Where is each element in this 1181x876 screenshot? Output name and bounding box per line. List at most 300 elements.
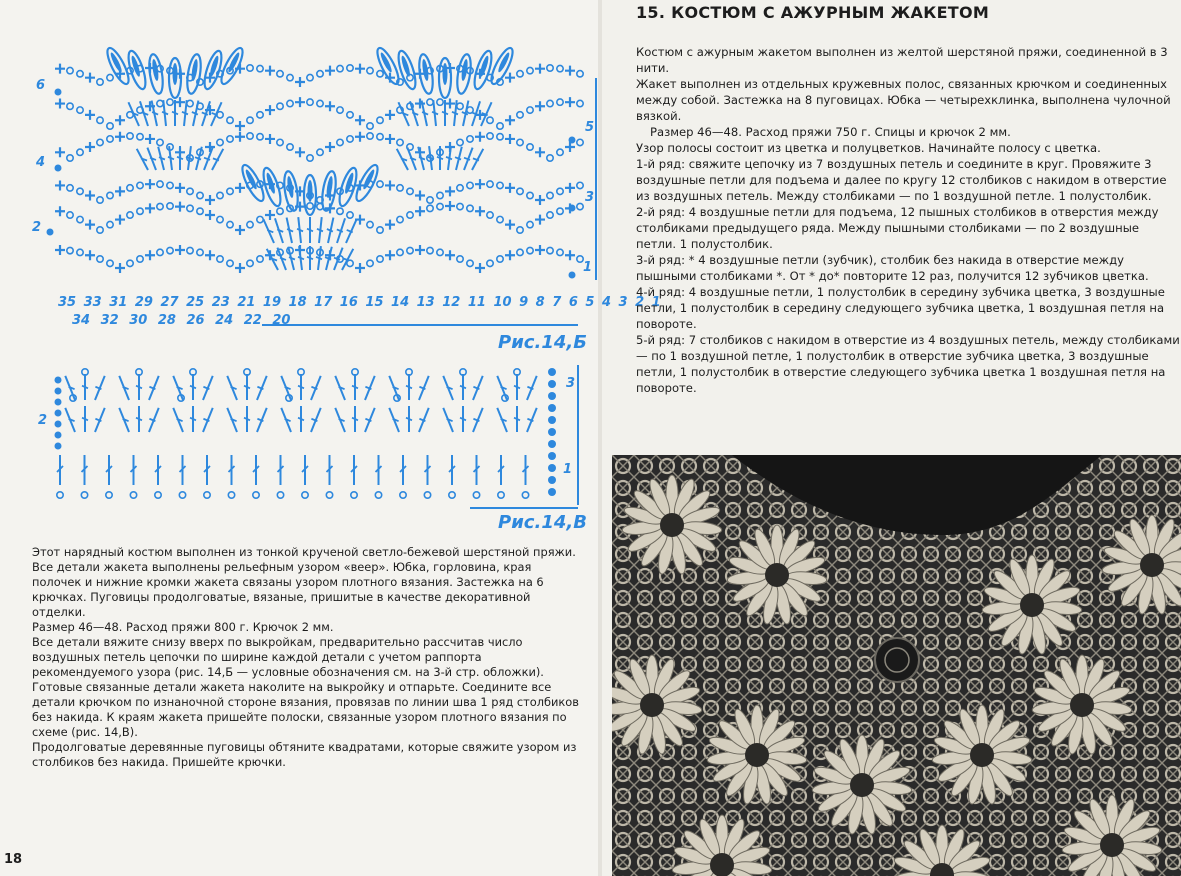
chain-stitch bbox=[427, 205, 433, 211]
chain-stitch bbox=[107, 123, 113, 129]
button-icon bbox=[875, 638, 919, 682]
slip-stitch bbox=[548, 368, 556, 376]
double-crochet-bar bbox=[446, 157, 452, 159]
chain-stitch bbox=[517, 139, 523, 145]
slip-stitch bbox=[55, 165, 62, 172]
slip-stitch bbox=[548, 404, 556, 412]
chain-stitch bbox=[427, 99, 433, 105]
double-crochet-bar bbox=[307, 229, 313, 232]
chain-stitch bbox=[407, 188, 413, 194]
single-crochet bbox=[505, 73, 515, 83]
double-crochet-bar bbox=[437, 157, 443, 159]
chain-stitch bbox=[107, 221, 113, 227]
chain-stitch bbox=[457, 203, 463, 209]
slip-stitch bbox=[55, 388, 62, 395]
single-crochet bbox=[85, 190, 95, 200]
chain-stitch bbox=[155, 492, 161, 498]
chain-stitch bbox=[317, 100, 323, 106]
chain-stitch bbox=[577, 182, 583, 188]
chain-stitch bbox=[547, 212, 553, 218]
chain-stitch bbox=[337, 107, 343, 113]
puff-stitch-fill bbox=[443, 63, 448, 85]
chain-stitch bbox=[77, 188, 83, 194]
single-crochet bbox=[355, 263, 365, 273]
chain-stitch bbox=[277, 208, 283, 214]
chain-stitch bbox=[253, 492, 259, 498]
single-crochet bbox=[565, 142, 575, 152]
single-crochet bbox=[175, 183, 185, 193]
single-crochet bbox=[55, 147, 65, 157]
chain-stitch bbox=[317, 71, 323, 77]
lace-flower-center bbox=[1070, 693, 1094, 717]
chain-stitch bbox=[97, 227, 103, 233]
chain-stitch bbox=[302, 492, 308, 498]
chain-stitch bbox=[67, 247, 73, 253]
double-crochet-bar bbox=[298, 386, 304, 389]
chain-stitch bbox=[227, 221, 233, 227]
lace-flower-center bbox=[970, 743, 994, 767]
chain-stitch bbox=[187, 188, 193, 194]
right-body-text bbox=[636, 44, 1181, 396]
row-number-2: 2 bbox=[32, 220, 42, 235]
chain-stitch bbox=[522, 492, 528, 498]
chain-stitch bbox=[257, 256, 263, 262]
chain-stitch bbox=[347, 65, 353, 71]
chain-stitch bbox=[497, 123, 503, 129]
double-crochet-bar bbox=[152, 112, 158, 115]
single-crochet bbox=[505, 183, 515, 193]
single-crochet bbox=[505, 115, 515, 125]
chain-stitch bbox=[397, 139, 403, 145]
chain-stitch bbox=[257, 134, 263, 140]
diagram-14v bbox=[55, 365, 579, 508]
paragraph: Жакет выполнен из отдельных кружевных полос, связанных крючком и соединенных между собой. Застежка на 8 пуговицах. Юбка — четырехклинка, выполнена чулочной вязкой. bbox=[636, 77, 1171, 123]
slip-stitch bbox=[55, 432, 62, 439]
chain-stitch bbox=[397, 249, 403, 255]
single-crochet bbox=[505, 220, 515, 230]
single-crochet bbox=[325, 142, 335, 152]
chain-stitch bbox=[167, 99, 173, 105]
single-crochet bbox=[265, 66, 275, 76]
single-crochet bbox=[385, 220, 395, 230]
chain-stitch bbox=[547, 247, 553, 253]
single-crochet bbox=[535, 101, 545, 111]
chain-stitch bbox=[375, 492, 381, 498]
chain-stitch bbox=[397, 216, 403, 222]
chain-stitch bbox=[424, 492, 430, 498]
double-crochet-bar bbox=[182, 112, 188, 115]
chain-stitch bbox=[307, 203, 313, 209]
chain-stitch bbox=[67, 185, 73, 191]
slip-stitch bbox=[55, 399, 62, 406]
double-crochet-bar bbox=[159, 157, 165, 159]
double-crochet-bar bbox=[352, 386, 358, 389]
chain-stitch bbox=[497, 182, 503, 188]
single-crochet bbox=[445, 186, 455, 196]
single-crochet bbox=[115, 115, 125, 125]
chain-stitch bbox=[137, 134, 143, 140]
chain-stitch bbox=[67, 103, 73, 109]
chain-stitch bbox=[517, 227, 523, 233]
single-crochet bbox=[385, 134, 395, 144]
lace-texture bbox=[612, 455, 1181, 876]
chain-stitch bbox=[497, 256, 503, 262]
slip-stitch bbox=[47, 229, 54, 236]
chain-stitch bbox=[67, 67, 73, 73]
chain-stitch bbox=[557, 249, 563, 255]
single-crochet bbox=[565, 66, 575, 76]
chain-stitch bbox=[437, 203, 443, 209]
chain-stitch bbox=[77, 149, 83, 155]
chain-stitch bbox=[167, 247, 173, 253]
single-crochet bbox=[85, 250, 95, 260]
double-crochet-bar bbox=[307, 257, 313, 259]
chain-stitch bbox=[377, 134, 383, 140]
chain-stitch bbox=[577, 71, 583, 77]
chain-stitch bbox=[367, 133, 373, 139]
double-crochet-bar bbox=[136, 418, 142, 421]
single-crochet bbox=[565, 97, 575, 107]
paragraph: Готовые связанные детали жакета наколите на выкройку и отпарьте. Соедините все детали крючком по изнаночной стороне вязания, провязав по линии шва 1 ряд столбиков без накида. К краям жакета пришейте полоски, связанные узором плотного вязания по схеме (рис. 14,В). bbox=[32, 680, 579, 739]
chain-stitch bbox=[197, 192, 203, 198]
slip-stitch bbox=[569, 137, 576, 144]
puff-stitch-fill bbox=[308, 180, 313, 202]
chain-stitch bbox=[497, 216, 503, 222]
slip-stitch bbox=[55, 410, 62, 417]
chain-stitch bbox=[347, 136, 353, 142]
chain-stitch bbox=[167, 182, 173, 188]
double-crochet-bar bbox=[177, 157, 183, 159]
single-crochet bbox=[535, 215, 545, 225]
chain-stitch bbox=[107, 260, 113, 266]
chain-stitch bbox=[557, 188, 563, 194]
chain-stitch bbox=[467, 205, 473, 211]
chain-stitch bbox=[227, 136, 233, 142]
single-crochet bbox=[535, 245, 545, 255]
double-crochet-bar bbox=[244, 418, 250, 421]
single-crochet bbox=[145, 203, 155, 213]
chain-stitch bbox=[498, 492, 504, 498]
double-crochet-bar bbox=[298, 418, 304, 421]
double-crochet-bar bbox=[452, 112, 458, 115]
chain-stitch bbox=[97, 256, 103, 262]
chain-stitch bbox=[527, 107, 533, 113]
chain-stitch bbox=[467, 136, 473, 142]
double-crochet-bar bbox=[419, 157, 425, 159]
double-crochet-bar bbox=[327, 229, 333, 232]
chain-stitch bbox=[407, 247, 413, 253]
row-number-1: 1 bbox=[583, 260, 593, 275]
chain-stitch bbox=[367, 221, 373, 227]
single-crochet bbox=[355, 132, 365, 142]
double-crochet-bar bbox=[190, 418, 196, 421]
single-crochet bbox=[145, 250, 155, 260]
chain-stitch bbox=[167, 203, 173, 209]
chain-stitch bbox=[547, 192, 553, 198]
chain-stitch bbox=[487, 117, 493, 123]
chain-stitch bbox=[307, 99, 313, 105]
chain-stitch bbox=[326, 492, 332, 498]
chain-stitch bbox=[287, 100, 293, 106]
single-crochet bbox=[115, 263, 125, 273]
single-crochet bbox=[445, 201, 455, 211]
chain-stitch bbox=[547, 155, 553, 161]
lace-flower-center bbox=[745, 743, 769, 767]
single-crochet bbox=[115, 215, 125, 225]
chain-stitch bbox=[137, 182, 143, 188]
double-crochet-bar bbox=[287, 229, 293, 232]
chain-stitch bbox=[157, 100, 163, 106]
chain-stitch bbox=[557, 99, 563, 105]
chain-stitch bbox=[377, 227, 383, 233]
stitch-numbers-top: 35 33 31 29 27 25 23 21 19 18 17 16 15 14 13 12 11 10 9 8 7 6 5 4 3 2 1 bbox=[58, 295, 661, 310]
chain-stitch bbox=[557, 149, 563, 155]
single-crochet bbox=[325, 66, 335, 76]
slip-stitch bbox=[548, 440, 556, 448]
chain-stitch bbox=[97, 197, 103, 203]
double-crochet-bar bbox=[412, 112, 418, 114]
chain-stitch bbox=[247, 221, 253, 227]
chain-stitch bbox=[197, 249, 203, 255]
single-crochet bbox=[145, 179, 155, 189]
chain-stitch bbox=[527, 247, 533, 253]
double-crochet-bar bbox=[162, 112, 168, 115]
chain-stitch bbox=[377, 256, 383, 262]
chain-stitch bbox=[307, 74, 313, 80]
chain-stitch bbox=[457, 185, 463, 191]
chain-stitch bbox=[577, 100, 583, 106]
lace-flower-center bbox=[1140, 553, 1164, 577]
chain-stitch bbox=[247, 133, 253, 139]
chain-stitch bbox=[347, 112, 353, 118]
chain-stitch bbox=[337, 139, 343, 145]
double-crochet-bar bbox=[352, 418, 358, 421]
double-crochet-bar bbox=[142, 112, 148, 114]
crochet-diagram bbox=[0, 0, 600, 540]
lace-flower-center bbox=[710, 853, 734, 876]
chain-stitch bbox=[487, 133, 493, 139]
single-crochet bbox=[235, 121, 245, 131]
chain-stitch bbox=[347, 212, 353, 218]
chain-stitch bbox=[127, 185, 133, 191]
chain-stitch bbox=[527, 67, 533, 73]
single-crochet bbox=[565, 250, 575, 260]
chain-stitch bbox=[257, 216, 263, 222]
double-crochet-bar bbox=[82, 418, 88, 421]
single-crochet bbox=[115, 186, 125, 196]
chain-stitch bbox=[217, 139, 223, 145]
single-crochet bbox=[55, 180, 65, 190]
single-crochet bbox=[235, 263, 245, 273]
page-number: 18 bbox=[4, 852, 23, 867]
chain-stitch bbox=[457, 103, 463, 109]
single-crochet bbox=[475, 206, 485, 216]
double-crochet-bar bbox=[460, 418, 466, 421]
chain-stitch bbox=[577, 203, 583, 209]
single-crochet bbox=[85, 220, 95, 230]
chain-stitch bbox=[287, 144, 293, 150]
single-crochet bbox=[205, 250, 215, 260]
single-crochet bbox=[175, 202, 185, 212]
chain-stitch bbox=[67, 155, 73, 161]
single-crochet bbox=[205, 142, 215, 152]
slip-stitch bbox=[548, 476, 556, 484]
chain-stitch bbox=[317, 149, 323, 155]
double-crochet-bar bbox=[190, 386, 196, 389]
row-v-number-2: 2 bbox=[38, 413, 48, 428]
double-crochet-bar bbox=[514, 418, 520, 421]
chain-stitch bbox=[77, 216, 83, 222]
single-crochet bbox=[325, 101, 335, 111]
puff-stitch-fill bbox=[497, 51, 511, 73]
double-crochet-bar bbox=[280, 258, 286, 260]
chain-stitch bbox=[227, 188, 233, 194]
single-crochet bbox=[265, 210, 275, 220]
chain-stitch bbox=[247, 65, 253, 71]
chain-stitch bbox=[527, 192, 533, 198]
chain-stitch bbox=[157, 139, 163, 145]
paragraph: 4-й ряд: 4 воздушные петли, 1 полустолбик в середину зубчика цветка, 3 воздушные петли, 1 полустолбик в середину следующего зубчика цветка, 1 воздушная петля на повороте. bbox=[636, 285, 1165, 331]
chain-stitch bbox=[427, 197, 433, 203]
single-crochet bbox=[235, 132, 245, 142]
single-crochet bbox=[355, 64, 365, 74]
article-heading: 15. КОСТЮМ С АЖУРНЫМ ЖАКЕТОМ bbox=[636, 3, 990, 22]
figure-14v-caption: Рис.14,В bbox=[498, 512, 587, 533]
single-crochet bbox=[415, 245, 425, 255]
double-crochet-bar bbox=[277, 229, 283, 231]
chain-stitch bbox=[367, 67, 373, 73]
slip-stitch bbox=[548, 488, 556, 496]
chain-stitch bbox=[527, 144, 533, 150]
lace-flower-center bbox=[1020, 593, 1044, 617]
single-crochet bbox=[115, 132, 125, 142]
chain-stitch bbox=[397, 185, 403, 191]
chain-stitch bbox=[467, 182, 473, 188]
single-crochet bbox=[385, 250, 395, 260]
chain-stitch bbox=[127, 260, 133, 266]
chain-stitch bbox=[127, 133, 133, 139]
chain-stitch bbox=[217, 192, 223, 198]
single-crochet bbox=[55, 206, 65, 216]
slip-stitch bbox=[548, 428, 556, 436]
chain-stitch bbox=[257, 112, 263, 118]
chain-stitch bbox=[557, 65, 563, 71]
chain-stitch bbox=[437, 249, 443, 255]
single-crochet bbox=[205, 210, 215, 220]
double-crochet-bar bbox=[432, 112, 438, 115]
chain-stitch bbox=[228, 492, 234, 498]
row-v-number-1: 1 bbox=[563, 462, 573, 477]
chain-stitch bbox=[337, 208, 343, 214]
chain-stitch bbox=[247, 260, 253, 266]
chain-stitch bbox=[77, 107, 83, 113]
single-crochet bbox=[505, 250, 515, 260]
chain-stitch bbox=[449, 492, 455, 498]
single-crochet bbox=[385, 180, 395, 190]
paragraph: 1-й ряд: свяжите цепочку из 7 воздушных петель и соедините в круг. Провяжите 3 воздушные петли для подъема и далее по кругу 12 столбиков с накидом в отверстие из воздушных петель. Между столбиками — по 1 воздушной петле. 1 полустолбик. bbox=[636, 157, 1167, 203]
paragraph: Продолговатые деревянные пуговицы обтяните квадратами, которые свяжите узором из столбиков без накида. Пришейте крючки. bbox=[32, 740, 577, 769]
slip-stitch bbox=[548, 464, 556, 472]
single-crochet bbox=[265, 105, 275, 115]
single-crochet bbox=[475, 179, 485, 189]
paragraph: 2-й ряд: 4 воздушные петли для подъема, 12 пышных столбиков в отверстия между столбиками предыдущего ряда. Между пышными столбиками — по 2 воздушные петли. 1 полустолбик. bbox=[636, 205, 1159, 251]
chain-stitch bbox=[547, 65, 553, 71]
chain-stitch bbox=[157, 203, 163, 209]
chain-stitch bbox=[400, 492, 406, 498]
single-crochet bbox=[415, 190, 425, 200]
chain-stitch bbox=[467, 260, 473, 266]
chain-stitch bbox=[137, 256, 143, 262]
chain-stitch bbox=[217, 256, 223, 262]
lace-flower-center bbox=[1100, 833, 1124, 857]
double-crochet-bar bbox=[442, 112, 448, 115]
chain-stitch bbox=[377, 117, 383, 123]
chain-stitch bbox=[367, 123, 373, 129]
row-number-4: 4 bbox=[36, 155, 46, 170]
single-crochet bbox=[265, 134, 275, 144]
double-crochet-bar bbox=[172, 112, 178, 115]
chain-stitch bbox=[517, 112, 523, 118]
double-crochet-bar bbox=[168, 157, 174, 159]
chain-stitch bbox=[527, 221, 533, 227]
double-crochet-bar bbox=[317, 229, 323, 232]
single-crochet bbox=[55, 64, 65, 74]
chain-stitch bbox=[97, 79, 103, 85]
lace-flower-center bbox=[640, 693, 664, 717]
chain-stitch bbox=[187, 205, 193, 211]
single-crochet bbox=[505, 134, 515, 144]
chain-stitch bbox=[247, 117, 253, 123]
puff-stitch-fill bbox=[244, 168, 258, 190]
single-crochet bbox=[535, 64, 545, 74]
paragraph: Все детали вяжите снизу вверх по выкройкам, предварительно рассчитав число воздушных петель цепочки по ширине каждой детали с учетом раппорта рекомендуемого узора (рис. 14,Б — условные обозначения см. на 3-й стр. обложки). bbox=[32, 635, 544, 679]
double-crochet-bar bbox=[514, 386, 520, 389]
chain-stitch bbox=[407, 212, 413, 218]
lace-flower-center bbox=[765, 563, 789, 587]
chain-stitch bbox=[517, 249, 523, 255]
chain-stitch bbox=[81, 492, 87, 498]
single-crochet bbox=[355, 115, 365, 125]
chain-stitch bbox=[277, 103, 283, 109]
row-number-6: 6 bbox=[36, 78, 46, 93]
double-crochet-bar bbox=[298, 257, 304, 259]
paragraph: 3-й ряд: * 4 воздушные петли (зубчик), столбик без накида в отверстие между пышными столбиками *. От * до* повторите 12 раз, получится 12 зубчиков цветка. bbox=[636, 253, 1149, 283]
chain-stitch bbox=[577, 139, 583, 145]
slip-stitch bbox=[55, 443, 62, 450]
single-crochet bbox=[415, 206, 425, 216]
chain-stitch bbox=[107, 74, 113, 80]
double-crochet-bar bbox=[460, 386, 466, 389]
double-crochet-bar bbox=[406, 418, 412, 421]
single-crochet bbox=[475, 263, 485, 273]
single-crochet bbox=[445, 250, 455, 260]
double-crochet-bar bbox=[289, 257, 295, 259]
chain-stitch bbox=[179, 492, 185, 498]
chain-stitch bbox=[287, 74, 293, 80]
double-crochet-bar bbox=[82, 386, 88, 389]
slip-stitch bbox=[548, 392, 556, 400]
chain-stitch bbox=[157, 249, 163, 255]
paragraph: Размер 46—48. Расход пряжи 750 г. Спицы и крючок 2 мм. bbox=[650, 125, 1011, 139]
chain-stitch bbox=[277, 139, 283, 145]
paragraph: Размер 46—48. Расход пряжи 800 г. Крючок 2 мм. bbox=[32, 620, 334, 634]
chain-stitch bbox=[307, 155, 313, 161]
chain-stitch bbox=[106, 492, 112, 498]
single-crochet bbox=[535, 147, 545, 157]
chain-stitch bbox=[557, 208, 563, 214]
chain-stitch bbox=[517, 71, 523, 77]
chain-stitch bbox=[97, 139, 103, 145]
